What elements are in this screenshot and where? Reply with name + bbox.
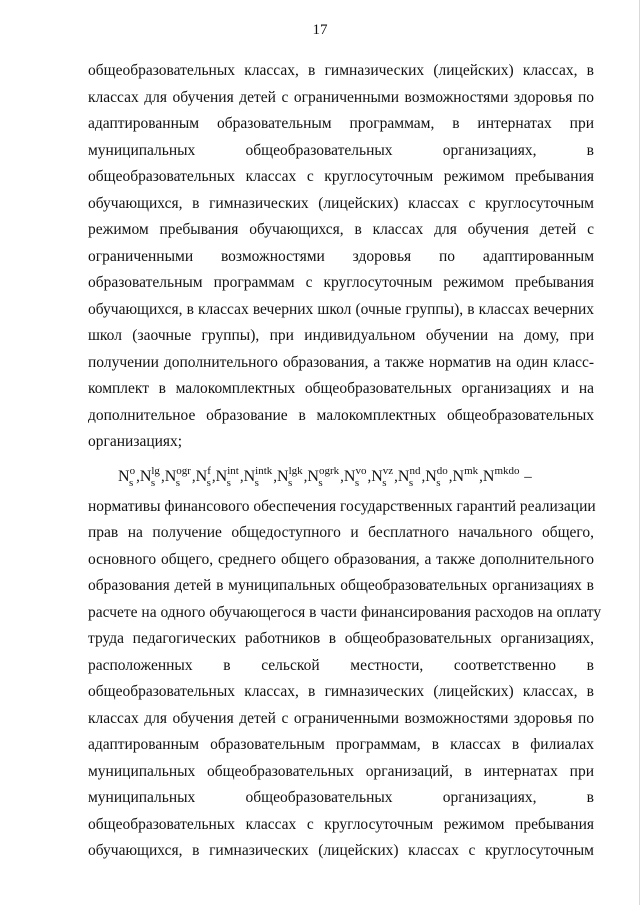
paragraph-1-line: обучающихся, в гимназических (лицейских) классах с круглосуточным bbox=[88, 194, 594, 212]
symbol-superscript: vz bbox=[382, 464, 394, 477]
symbol-base: N bbox=[371, 467, 383, 485]
symbol-separator: , bbox=[448, 468, 453, 485]
paragraph-1-line: получении дополнительного образования, а также норматив на один класс- bbox=[88, 353, 594, 371]
page-number: 17 bbox=[312, 22, 328, 38]
symbol-base: N bbox=[139, 467, 152, 485]
paragraph-2-line: общеобразовательных классах с круглосуточным режимом пребывания bbox=[88, 815, 594, 833]
normative-symbol bbox=[244, 460, 273, 495]
symbol-base: N bbox=[215, 467, 228, 485]
symbol-superscript: f bbox=[207, 464, 211, 477]
normative-symbol bbox=[398, 460, 421, 495]
symbol-subscript: s bbox=[206, 476, 211, 489]
normative-symbol bbox=[196, 460, 211, 495]
symbol-superscript: lg bbox=[151, 464, 160, 477]
paragraph-2-line: адаптированным образовательным программам, в классах в филиалах bbox=[88, 736, 594, 753]
paragraph-2-line: классах для обучения детей с ограниченными возможностями здоровья по bbox=[88, 709, 594, 727]
symbol-superscript: intk bbox=[255, 464, 273, 477]
symbol-base: N bbox=[243, 467, 256, 485]
paragraph-2-line: нормативы финансового обеспечения государственных гарантий реализации bbox=[88, 497, 596, 515]
paragraph-1-line: организациях; bbox=[88, 433, 183, 450]
normative-symbol bbox=[371, 460, 393, 495]
symbol-superscript: int bbox=[227, 464, 239, 477]
symbol-superscript: mkdo bbox=[494, 464, 520, 477]
symbol-base: N bbox=[164, 467, 177, 485]
paragraph-1-line: муниципальных общеобразовательных организациях, в bbox=[88, 141, 594, 159]
symbol-superscript: lgk bbox=[288, 464, 303, 477]
symbol-separator: , bbox=[479, 468, 483, 485]
paragraph-1-line: школ (заочные группы), при индивидуальном обучении на дому, при bbox=[88, 327, 594, 344]
paragraph-2-line: расчете на одного обучающегося в части финансирования расходов на оплату bbox=[88, 603, 602, 621]
symbol-separator: , bbox=[394, 468, 398, 485]
symbol-base: N bbox=[452, 467, 465, 485]
symbol-separator: , bbox=[340, 468, 344, 485]
paragraph-1-line: общеобразовательных классах с круглосуточным режимом пребывания bbox=[88, 168, 594, 185]
paragraph-2-line: муниципальных общеобразовательных организаций, в интернатах при bbox=[88, 762, 594, 780]
paragraph-2-line: общеобразовательных классах, в гимназических (лицейских) классах, в bbox=[88, 683, 594, 700]
paragraph-2-line: труда педагогических работников в общеобразовательных организациях, bbox=[88, 630, 594, 647]
symbol-separator: , bbox=[273, 468, 278, 485]
symbol-subscript: s bbox=[436, 476, 441, 489]
symbol-base: N bbox=[118, 467, 130, 485]
symbol-superscript: vo bbox=[355, 464, 367, 477]
symbol-subscript: s bbox=[129, 476, 134, 489]
paragraph-2-line: муниципальных общеобразовательных организациях, в bbox=[88, 789, 594, 806]
normative-symbol bbox=[307, 460, 339, 495]
normative-symbol bbox=[453, 460, 479, 495]
paragraph-1 bbox=[88, 58, 594, 456]
normative-symbol bbox=[277, 460, 303, 495]
paragraph-1-line: ограниченными возможностями здоровья по адаптированным bbox=[88, 247, 594, 265]
normative-symbols-formula bbox=[88, 460, 594, 494]
document-body bbox=[88, 58, 602, 865]
symbol-separator: , bbox=[136, 468, 140, 485]
symbol-subscript: s bbox=[288, 476, 293, 489]
symbol-subscript: s bbox=[354, 476, 360, 489]
normative-symbol bbox=[216, 460, 239, 495]
paragraph-2-line: основного общего, среднего общего образования, а также дополнительного bbox=[88, 550, 594, 568]
paragraph-2-line: образования детей в муниципальных общеобразовательных организациях в bbox=[88, 577, 594, 594]
symbol-subscript: s bbox=[382, 476, 387, 489]
symbol-base: N bbox=[343, 467, 356, 485]
symbol-base: N bbox=[482, 467, 495, 485]
symbol-subscript: s bbox=[408, 476, 414, 489]
symbol-superscript: do bbox=[436, 464, 448, 477]
paragraph-1-line: общеобразовательных классах, в гимназических (лицейских) классах, в bbox=[88, 62, 594, 79]
paragraph-1-line: обучающихся, в классах вечерних школ (очные группы), в классах вечерних bbox=[88, 300, 594, 318]
symbol-separator: , bbox=[421, 468, 426, 485]
symbol-superscript: o bbox=[129, 464, 136, 477]
paragraph-2-line: обучающихся, в гимназических (лицейских) классах с круглосуточным bbox=[88, 842, 594, 859]
symbol-superscript: ogrk bbox=[318, 464, 340, 477]
symbol-base: N bbox=[397, 467, 410, 485]
symbol-base: N bbox=[195, 467, 208, 485]
symbol-base: N bbox=[425, 467, 437, 485]
symbol-separator: , bbox=[367, 468, 372, 485]
symbol-separator: , bbox=[211, 468, 216, 485]
normative-symbol bbox=[140, 460, 160, 495]
symbol-base: N bbox=[307, 467, 319, 485]
normative-symbol bbox=[118, 460, 135, 495]
symbol-subscript: s bbox=[226, 476, 231, 489]
paragraph-1-line: классах для обучения детей с ограниченными возможностями здоровья по bbox=[88, 88, 594, 106]
normative-symbol bbox=[425, 460, 448, 495]
paragraph-2-line: прав на получение общедоступного и бесплатного начального общего, bbox=[88, 524, 594, 541]
symbol-subscript: s bbox=[150, 476, 156, 489]
paragraph-1-line: режимом пребывания обучающихся, в классах для обучения детей с bbox=[88, 221, 594, 238]
paragraph-1-line: образовательным программам с круглосуточным режимом пребывания bbox=[88, 274, 594, 291]
paragraph-2 bbox=[88, 494, 602, 865]
normative-symbol bbox=[483, 460, 520, 495]
symbol-separator: , bbox=[239, 468, 244, 485]
symbol-separator: , bbox=[303, 468, 308, 485]
formula-dash: – bbox=[520, 468, 532, 485]
paragraph-2-line: расположенных в сельской местности, соответственно в bbox=[88, 656, 594, 674]
normative-symbol bbox=[165, 460, 191, 495]
paragraph-1-line: дополнительное образование в малокомплектных общеобразовательных bbox=[88, 406, 594, 424]
symbol-base: N bbox=[277, 467, 289, 485]
symbol-superscript: mk bbox=[464, 464, 479, 477]
symbol-separator: , bbox=[191, 468, 196, 485]
symbol-subscript: s bbox=[254, 476, 259, 489]
symbol-subscript: s bbox=[175, 476, 180, 489]
normative-symbol bbox=[344, 460, 367, 495]
symbol-subscript: s bbox=[318, 476, 323, 489]
paragraph-1-line: адаптированным образовательным программам, в интернатах при bbox=[88, 115, 594, 132]
symbol-superscript: ogr bbox=[176, 464, 191, 477]
paragraph-1-line: комплект в малокомплектных общеобразовательных организациях и на bbox=[88, 380, 594, 397]
symbol-superscript: nd bbox=[409, 464, 421, 477]
symbol-separator: , bbox=[160, 468, 165, 485]
